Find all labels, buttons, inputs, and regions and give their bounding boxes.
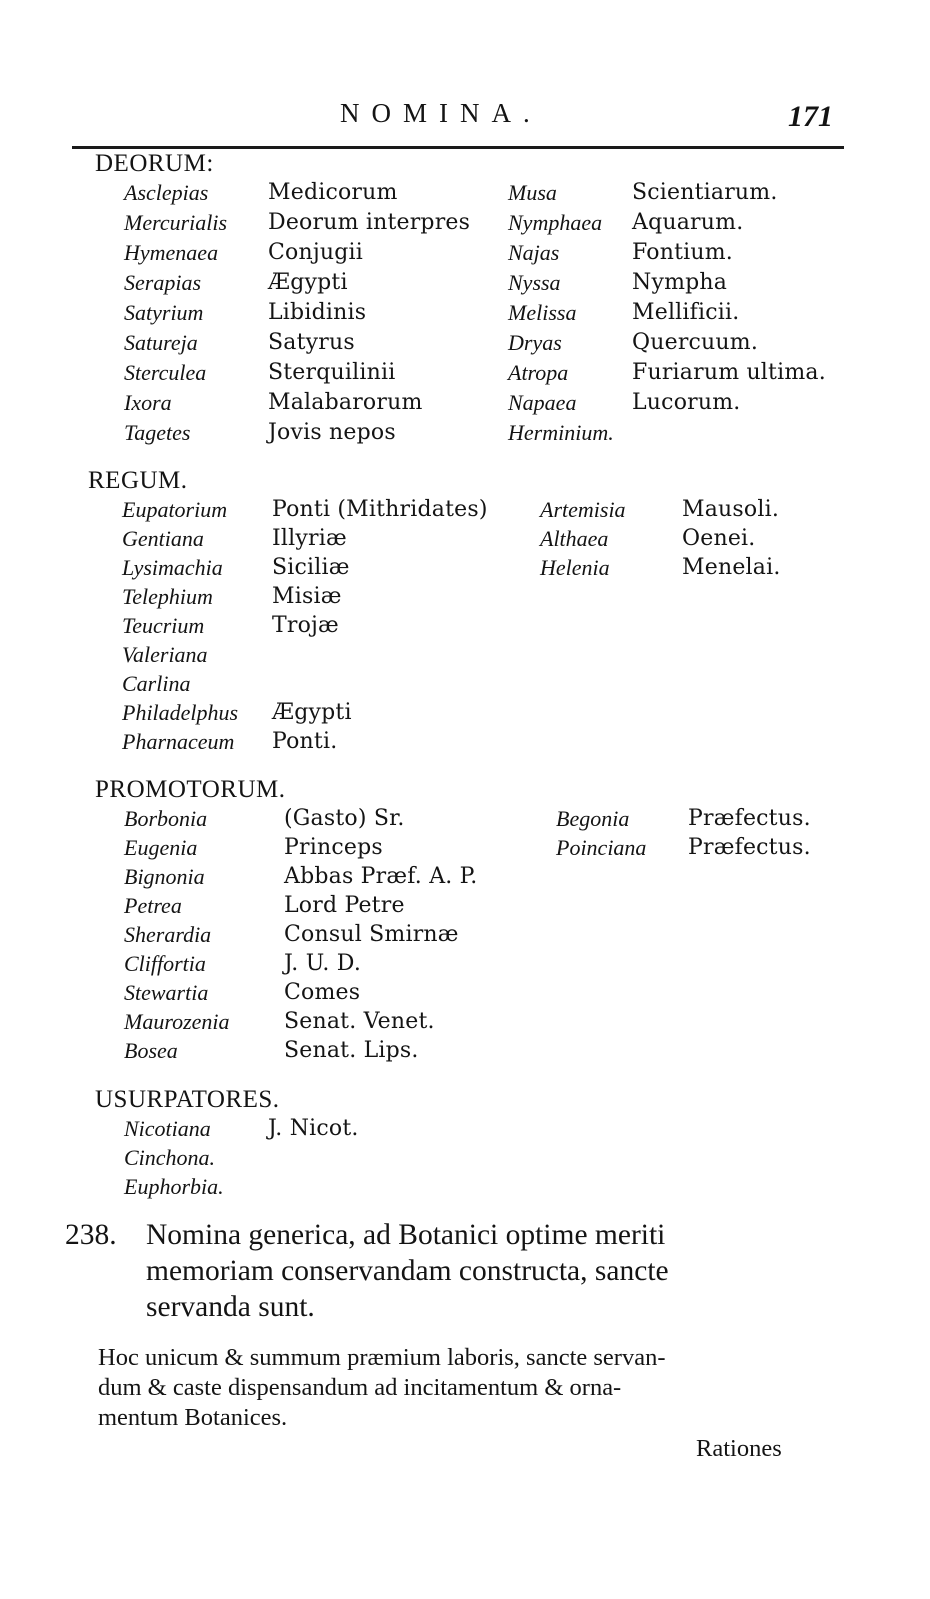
name-row xyxy=(0,330,930,360)
name-row xyxy=(0,420,930,450)
dedication: J. U. D. xyxy=(284,951,362,976)
genus-name: Carlina xyxy=(122,671,191,696)
name-row xyxy=(0,497,930,527)
name-row xyxy=(0,210,930,240)
genus-name: Nymphaea xyxy=(508,210,603,235)
dedication: Jovis nepos xyxy=(268,420,396,445)
genus-name: Bosea xyxy=(124,1038,178,1063)
dedication: Illyriæ xyxy=(272,526,347,551)
page-number: 171 xyxy=(788,100,833,133)
name-row xyxy=(0,893,930,923)
genus-name: Poinciana xyxy=(556,835,647,860)
dedication: Comes xyxy=(284,980,361,1005)
genus-name: Satyrium xyxy=(124,300,204,325)
genus-name: Eugenia xyxy=(124,835,198,860)
name-row xyxy=(0,613,930,643)
section-heading: REGUM. xyxy=(88,467,188,494)
aphorism-line: memoriam conservandam constructa, sancte xyxy=(146,1255,669,1287)
genus-name: Tagetes xyxy=(124,420,191,445)
name-row xyxy=(0,300,930,330)
dedication: Menelai. xyxy=(682,555,781,580)
genus-name: Cliffortia xyxy=(124,951,206,976)
section-heading: USURPATORES. xyxy=(95,1086,280,1113)
name-row xyxy=(0,671,930,701)
genus-name: Helenia xyxy=(540,555,610,580)
genus-name: Serapias xyxy=(124,270,201,295)
genus-name: Stewartia xyxy=(124,980,209,1005)
dedication: Conjugii xyxy=(268,240,363,265)
genus-name: Pharnaceum xyxy=(122,729,235,754)
aphorism-line: servanda sunt. xyxy=(146,1291,315,1323)
genus-name: Borbonia xyxy=(124,806,208,831)
genus-name: Sterculea xyxy=(124,360,207,385)
name-row xyxy=(0,700,930,730)
section-heading: PROMOTORUM. xyxy=(95,776,286,803)
genus-name: Mercurialis xyxy=(124,210,228,235)
dedication: Ægypti xyxy=(268,270,348,295)
name-row xyxy=(0,806,930,836)
dedication: Trojæ xyxy=(272,613,339,638)
name-row xyxy=(0,1174,930,1204)
genus-name: Maurozenia xyxy=(124,1009,230,1034)
dedication: Siciliæ xyxy=(272,555,350,580)
running-head xyxy=(0,98,930,138)
genus-name: Artemisia xyxy=(540,497,626,522)
genus-name: Nicotiana xyxy=(124,1116,211,1141)
dedication: Ponti (Mithridates) xyxy=(272,497,488,522)
name-row xyxy=(0,270,930,300)
dedication: Præfectus. xyxy=(688,835,811,860)
genus-name: Petrea xyxy=(124,893,182,918)
name-row xyxy=(0,951,930,981)
genus-name: Dryas xyxy=(508,330,562,355)
genus-name: Ixora xyxy=(124,390,172,415)
genus-name: Cinchona. xyxy=(124,1145,216,1170)
genus-name: Herminium. xyxy=(508,420,614,445)
name-row xyxy=(0,180,930,210)
dedication: Mellificii. xyxy=(632,300,740,325)
dedication: (Gasto) Sr. xyxy=(284,806,405,831)
section-heading: DEORUM: xyxy=(95,150,214,177)
name-row xyxy=(0,835,930,865)
dedication: Abbas Præf. A. P. xyxy=(284,864,478,889)
aphorism-number: 238. xyxy=(65,1219,117,1251)
genus-name: Najas xyxy=(508,240,560,265)
name-row xyxy=(0,864,930,894)
dedication: Quercuum. xyxy=(632,330,759,355)
aphorism-line: Nomina generica, ad Botanici optime meriti xyxy=(146,1219,666,1251)
dedication: Libidinis xyxy=(268,300,367,325)
genus-name: Begonia xyxy=(556,806,630,831)
genus-name: Nyssa xyxy=(508,270,561,295)
dedication: Sterquilinii xyxy=(268,360,396,385)
genus-name: Sherardia xyxy=(124,922,212,947)
name-row xyxy=(0,729,930,759)
dedication: Deorum interpres xyxy=(268,210,471,235)
dedication: Aquarum. xyxy=(632,210,744,235)
genus-name: Hymenaea xyxy=(124,240,219,265)
dedication: Ponti. xyxy=(272,729,338,754)
dedication: Oenei. xyxy=(682,526,756,551)
dedication: Senat. Venet. xyxy=(284,1009,435,1034)
genus-name: Napaea xyxy=(508,390,577,415)
name-row xyxy=(0,240,930,270)
genus-name: Satureja xyxy=(124,330,198,355)
dedication: Malabarorum xyxy=(268,390,423,415)
genus-name: Valeriana xyxy=(122,642,208,667)
dedication: Præfectus. xyxy=(688,806,811,831)
dedication: Consul Smirnæ xyxy=(284,922,459,947)
genus-name: Musa xyxy=(508,180,557,205)
genus-name: Eupatorium xyxy=(122,497,228,522)
commentary-line: mentum Botanices. xyxy=(98,1404,288,1431)
name-row xyxy=(0,980,930,1010)
genus-name: Telephium xyxy=(122,584,213,609)
name-row xyxy=(0,1116,930,1146)
dedication: Lord Petre xyxy=(284,893,405,918)
dedication: Fontium. xyxy=(632,240,733,265)
name-row xyxy=(0,555,930,585)
name-row xyxy=(0,642,930,672)
dedication: J. Nicot. xyxy=(268,1116,359,1141)
dedication: Ægypti xyxy=(272,700,352,725)
name-row xyxy=(0,526,930,556)
dedication: Nympha xyxy=(632,270,728,295)
dedication: Furiarum ultima. xyxy=(632,360,826,385)
genus-name: Philadelphus xyxy=(122,700,239,725)
name-row xyxy=(0,584,930,614)
genus-name: Atropa xyxy=(508,360,569,385)
name-row xyxy=(0,1038,930,1068)
genus-name: Asclepias xyxy=(124,180,209,205)
dedication: Mausoli. xyxy=(682,497,780,522)
name-row xyxy=(0,1145,930,1175)
genus-name: Lysimachia xyxy=(122,555,223,580)
dedication: Medicorum xyxy=(268,180,398,205)
genus-name: Gentiana xyxy=(122,526,204,551)
dedication: Scientiarum. xyxy=(632,180,778,205)
name-row xyxy=(0,1009,930,1039)
head-rule xyxy=(72,146,844,149)
catchword: Rationes xyxy=(696,1435,782,1462)
commentary-line: dum & caste dispensandum ad incitamentum & orna- xyxy=(98,1374,622,1401)
genus-name: Euphorbia. xyxy=(124,1174,224,1199)
dedication: Satyrus xyxy=(268,330,355,355)
dedication: Lucorum. xyxy=(632,390,741,415)
name-row xyxy=(0,390,930,420)
genus-name: Bignonia xyxy=(124,864,205,889)
genus-name: Melissa xyxy=(508,300,577,325)
name-row xyxy=(0,360,930,390)
dedication: Senat. Lips. xyxy=(284,1038,419,1063)
genus-name: Teucrium xyxy=(122,613,205,638)
dedication: Princeps xyxy=(284,835,383,860)
genus-name: Althaea xyxy=(540,526,609,551)
running-head-title: NOMINA. xyxy=(340,98,542,128)
commentary-line: Hoc unicum & summum præmium laboris, sancte servan- xyxy=(98,1344,666,1371)
name-row xyxy=(0,922,930,952)
dedication: Misiæ xyxy=(272,584,342,609)
